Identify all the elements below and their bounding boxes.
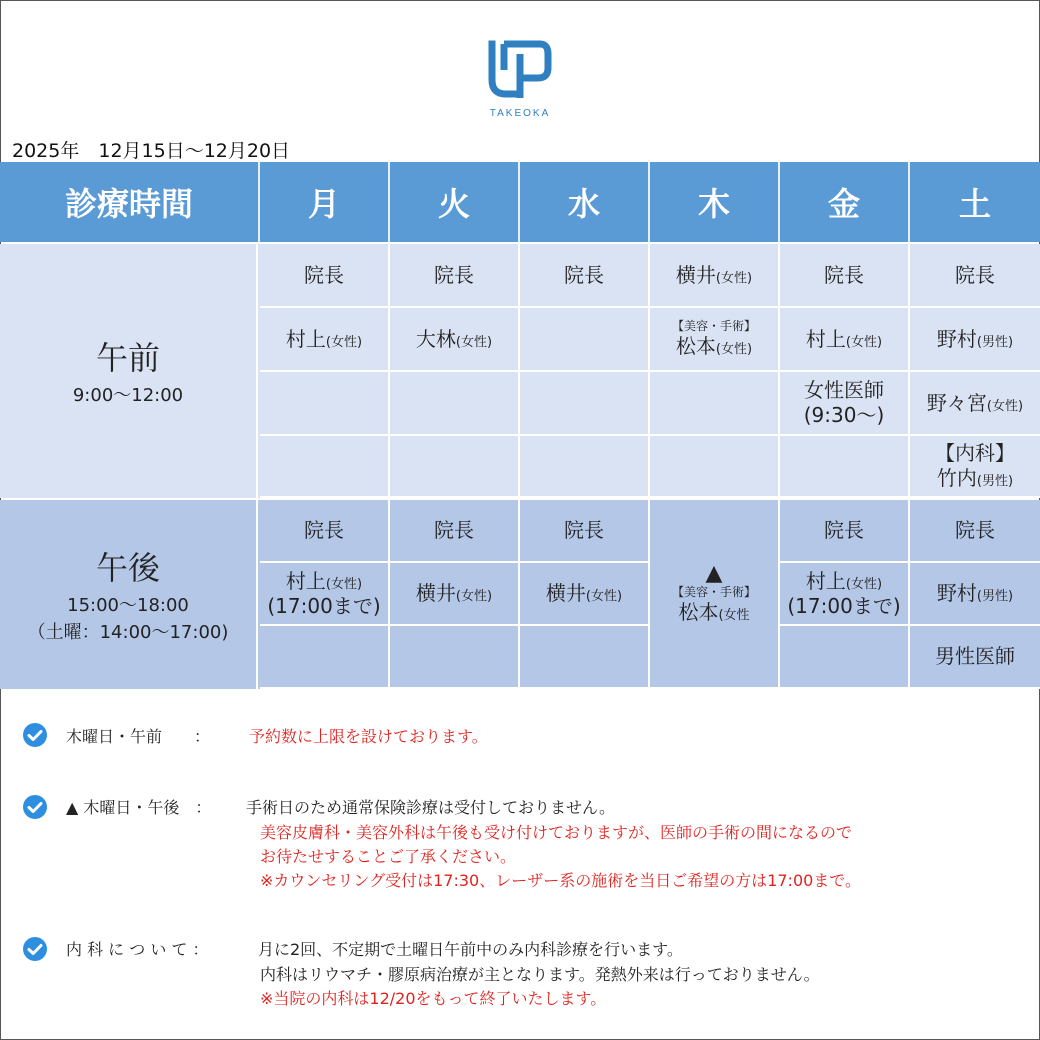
slot-pm-mon — [260, 563, 390, 626]
slot-am-fri — [780, 244, 910, 308]
doctor-line — [678, 600, 749, 625]
doctor-name: 院長 — [564, 262, 604, 287]
slot-am-mon — [260, 244, 390, 308]
slot-pm-sat — [910, 626, 1040, 689]
slot-am-fri — [780, 308, 910, 372]
afternoon-saturday-time: （土曜：14:00～17:00) — [27, 621, 229, 643]
doctor-gender: (男性) — [976, 474, 1014, 489]
doctor-line — [935, 644, 1015, 669]
doctor-name: 松本 — [678, 599, 719, 624]
slot-am-wed — [520, 244, 650, 308]
logo-text: TAKEOKA — [489, 108, 551, 119]
date-range: 2025年 12月15日～12月20日 — [12, 140, 291, 162]
doctor-name: 横井 — [675, 262, 716, 287]
doctor-name: 院長 — [955, 262, 995, 287]
note-label: ▲ 木曜日・午後 ： — [66, 798, 212, 817]
header-wed: 水 — [520, 162, 650, 242]
slot-pm-wed — [520, 626, 650, 689]
doctor-name: 院長 — [824, 518, 864, 542]
doctor-name: 村上 — [805, 568, 846, 593]
doctor-line — [927, 391, 1023, 416]
doctor-hours-note: (9:30～) — [803, 403, 885, 427]
slot-pm-thu — [650, 500, 780, 689]
slot-am-sat — [910, 308, 1040, 372]
slot-am-mon — [260, 308, 390, 372]
slot-am-mon — [260, 372, 390, 436]
doctor-gender: (男性) — [976, 334, 1014, 350]
slot-am-sat — [910, 244, 1040, 308]
doctor-gender: (女性 — [718, 607, 750, 623]
slot-pm-sat — [910, 500, 1040, 563]
slot-am-fri — [780, 372, 910, 436]
doctor-name: 竹内 — [936, 466, 977, 490]
doctor-gender: (女性) — [455, 334, 493, 350]
slot-am-wed — [520, 436, 650, 498]
note-text: 手術日のため通常保険診療は受付しておりません。 — [246, 798, 615, 817]
doctor-name: 院長 — [824, 262, 864, 287]
slot-am-sat — [910, 436, 1040, 498]
department-label: 【美容・手術】 — [671, 319, 756, 333]
doctor-name: 野村 — [936, 581, 977, 605]
doctor-line — [564, 518, 604, 543]
slot-am-fri — [780, 436, 910, 498]
doctor-line — [824, 263, 864, 288]
doctor-line — [546, 581, 622, 606]
doctor-name: 院長 — [304, 518, 344, 542]
morning-name: 午前 — [95, 338, 160, 377]
doctor-name: 院長 — [564, 518, 604, 542]
doctor-line — [304, 518, 344, 543]
doctor-name: 院長 — [434, 518, 474, 542]
slot-am-thu — [650, 244, 780, 308]
doctor-gender: (女性) — [986, 398, 1024, 414]
afternoon-label — [0, 500, 258, 689]
morning-label — [0, 244, 258, 498]
morning-block — [0, 244, 1040, 498]
slot-pm-tue — [390, 626, 520, 689]
slot-am-thu — [650, 436, 780, 498]
header-mon: 月 — [260, 162, 390, 242]
doctor-gender: (女性) — [845, 576, 883, 592]
schedule-table — [0, 162, 1040, 689]
slot-am-mon — [260, 436, 390, 498]
slot-pm-wed — [520, 563, 650, 626]
doctor-gender: (男性) — [976, 589, 1014, 604]
note-text: 予約数に上限を設けております。 — [249, 727, 488, 746]
note-extra: 内科はリウマチ・膠原病治療が主となります。発熱外来は行っておりません。 — [260, 965, 820, 984]
doctor-gender: (女性) — [845, 334, 883, 350]
doctor-name: 野村 — [936, 326, 977, 351]
doctor-line — [955, 263, 995, 288]
doctor-gender: (女性) — [715, 270, 753, 286]
doctor-gender: (女性) — [715, 342, 753, 357]
doctor-name: 女性医師 — [804, 378, 884, 402]
doctor-line — [416, 327, 492, 352]
note-extra: ※当院の内科は12/20をもって終了いたします。 — [260, 989, 607, 1008]
header-fri: 金 — [780, 162, 910, 242]
doctor-name: 野々宮 — [926, 390, 987, 415]
doctor-line — [937, 327, 1013, 352]
doctor-line — [564, 263, 604, 288]
doctor-line — [304, 263, 344, 288]
doctor-name: 男性医師 — [935, 644, 1015, 668]
check-circle-icon — [22, 794, 48, 820]
header-thu: 木 — [650, 162, 780, 242]
slot-pm-mon — [260, 626, 390, 689]
doctor-name: 院長 — [434, 262, 474, 287]
check-circle-icon — [22, 722, 48, 748]
doctor-gender: (女性) — [585, 589, 623, 604]
slot-am-tue — [390, 308, 520, 372]
doctor-name: 横井 — [415, 581, 456, 605]
doctor-gender: (女性) — [325, 334, 363, 350]
doctor-line — [955, 518, 995, 543]
doctor-line — [434, 263, 474, 288]
doctor-hours-note: (17:00まで) — [267, 593, 381, 618]
doctor-line — [806, 569, 882, 594]
doctor-name: 院長 — [304, 262, 344, 287]
header-tue: 火 — [390, 162, 520, 242]
doctor-gender: (女性) — [455, 589, 493, 604]
doctor-line — [416, 581, 492, 606]
doctor-line — [804, 378, 884, 403]
note-extra: お待たせすることご了承ください。 — [260, 847, 517, 866]
slot-pm-tue — [390, 563, 520, 626]
doctor-line — [824, 518, 864, 543]
slot-pm-mon — [260, 500, 390, 563]
doctor-line — [806, 327, 882, 352]
doctor-name: 村上 — [285, 568, 326, 593]
note-extra: 美容皮膚科・美容外科は午後も受け付けておりますが、医師の手術の間になるので — [260, 823, 853, 842]
doctor-line — [676, 263, 752, 288]
doctor-name: 横井 — [545, 581, 586, 605]
afternoon-block — [0, 500, 1040, 689]
doctor-name: 大林 — [415, 326, 456, 351]
doctor-line — [434, 518, 474, 543]
doctor-hours-note: (17:00まで) — [787, 593, 901, 618]
slot-am-wed — [520, 308, 650, 372]
doctor-name: 院長 — [955, 518, 995, 542]
slot-am-sat — [910, 372, 1040, 436]
doctor-line — [676, 334, 752, 359]
slot-am-tue — [390, 372, 520, 436]
header-sat: 土 — [958, 185, 991, 223]
doctor-line — [286, 569, 362, 594]
slot-pm-tue — [390, 500, 520, 563]
note-extra: ※カウンセリング受付は17:30、レーザー系の施術を当日ご希望の方は17:00まで。 — [260, 871, 861, 890]
slot-am-thu — [650, 372, 780, 436]
header-hours: 診療時間 — [0, 162, 260, 242]
afternoon-name: 午後 — [95, 549, 160, 588]
slot-am-thu — [650, 308, 780, 372]
doctor-name: 松本 — [675, 334, 716, 358]
doctor-name: 村上 — [285, 326, 326, 351]
slot-pm-fri — [780, 563, 910, 626]
slot-pm-sat — [910, 563, 1040, 626]
note-label: 木曜日・午前 ： — [66, 727, 211, 746]
slot-pm-fri — [780, 500, 910, 563]
slot-am-tue — [390, 436, 520, 498]
header-row — [0, 162, 1040, 242]
note-text: 月に2回、不定期で土曜日午前中のみ内科診療を行います。 — [258, 940, 683, 959]
doctor-name: 村上 — [805, 326, 846, 351]
slot-pm-wed — [520, 500, 650, 563]
department-label: 【美容・手術】 — [671, 584, 756, 599]
check-circle-icon — [22, 936, 48, 962]
department-label: 【内科】 — [935, 441, 1015, 465]
morning-time: 9:00～12:00 — [72, 384, 184, 406]
slot-pm-fri — [780, 626, 910, 689]
doctor-gender: (女性) — [325, 576, 363, 592]
slot-am-wed — [520, 372, 650, 436]
triangle-mark-icon: ▲ — [705, 560, 723, 586]
doctor-line — [937, 466, 1013, 491]
afternoon-time: 15:00～18:00 — [67, 595, 189, 617]
doctor-line — [286, 327, 362, 352]
slot-am-tue — [390, 244, 520, 308]
note-label: 内 科 に つ い て ： — [66, 940, 209, 959]
doctor-line — [937, 581, 1013, 606]
